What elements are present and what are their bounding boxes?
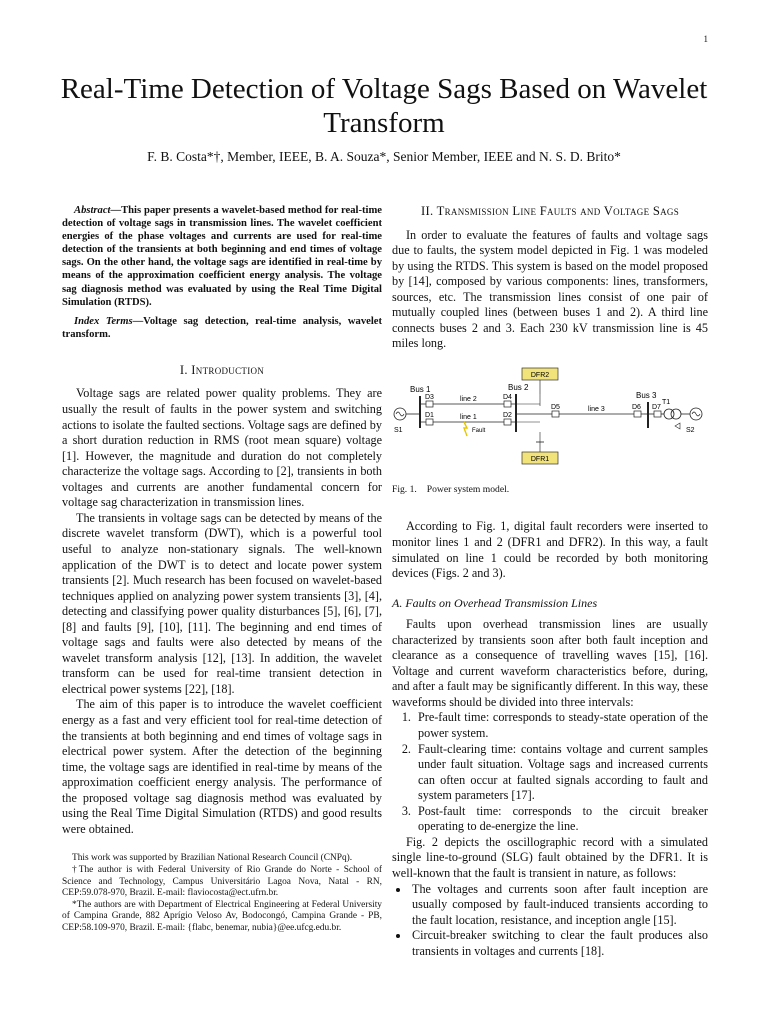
fault-label: Fault xyxy=(472,427,486,434)
list-item: 3. Post-fault time: corresponds to the circuit breaker operating to de-energize the line. xyxy=(414,804,708,835)
intro-paragraph: The aim of this paper is to introduce the wavelet coefficient energy as a fast and very efficient tool for real-time detection of the transients at both beginning and end times of voltage sags in electrical power system. After the detection of the beginning time, the voltage sags are identified in real-time by means of the approximation coefficient energy analysis. The performance of the proposed voltage sag diagnosis method was evaluated by using the Real Time Digital Simulation (RTDS) and good results were obtained. xyxy=(62,697,382,836)
index-terms-label: Index Terms xyxy=(74,315,133,327)
index-terms xyxy=(62,315,382,341)
intro-paragraph: Voltage sags are related power quality problems. They are usually the result of faults in the power system and switching actions to isolate the faulted sections. Voltage sags are defined by a short duration reduction in RMS (root mean square) voltage [1]. However, the magnitude and duration do not completely characterize the voltage sags. According to [2], transients in both voltages and currents are another fundamental concern for voltage sag characterization in transmission lines. xyxy=(62,386,382,510)
breaker-d7 xyxy=(654,411,661,417)
subsection-paragraph: Fig. 2 depicts the oscillographic record with a simulated single line-to-ground (SLG) fault obtained by the DFR1. It is well-known that the fault is transient in nature, as follows: xyxy=(392,834,708,880)
d3-label: D3 xyxy=(425,393,434,401)
section2-paragraph: In order to evaluate the features of faults and voltage sags due to faults, the system model depicted in Fig. 1 was modeled by using the RTDS. This system is based on the model proposed by [14], composed by various components: lines, transformers, sources, etc. The transmission lines consist of one pair of mutually coupled lines (between buses 1 and 2). A third line connects buses 2 and 3. Each 230 kV transmission line is 45 miles long. xyxy=(392,227,708,351)
paper-title: Real-Time Detection of Voltage Sags Based on Wavelet Transform xyxy=(60,73,708,139)
dfr2-label: DFR2 xyxy=(530,371,550,379)
sine-glyph xyxy=(396,412,404,416)
page-number: 1 xyxy=(703,34,708,44)
list-item: • Circuit-breaker switching to clear the fault produces also transients in voltages and currents [18]. xyxy=(410,928,708,959)
line1-label: line 1 xyxy=(460,413,477,421)
left-column xyxy=(62,204,382,935)
author-line: F. B. Costa*†, Member, IEEE, B. A. Souza*, Senior Member, IEEE and N. S. D. Brito* xyxy=(147,149,621,164)
breaker-d2 xyxy=(504,419,511,425)
d7-label: D7 xyxy=(652,403,661,411)
d6-label: D6 xyxy=(632,403,641,411)
transient-bullet-list xyxy=(392,882,708,960)
abstract-label: Abstract xyxy=(74,205,111,216)
list-item: 1. Pre-fault time: corresponds to steady-state operation of the power system. xyxy=(414,710,708,741)
footnote: This work was supported by Brazilian National Research Council (CNPq). xyxy=(72,853,353,864)
d5-label: D5 xyxy=(551,403,560,411)
breaker-d1 xyxy=(426,419,433,425)
power-system-diagram xyxy=(392,366,708,478)
subsection-heading: A. Faults on Overhead Transmission Lines xyxy=(392,595,598,610)
subsection-paragraph: Faults upon overhead transmission lines are usually characterized by transients soon after both fault inception and clearance as a consequence of travelling waves [15], [16]. Voltage and current waveform characteristics before, during, and after a fault may be significantly different. In this way, these waveforms should be divided into three intervals: xyxy=(392,617,708,709)
s2-label: S2 xyxy=(686,426,695,434)
index-terms-text: —Voltage sag detection, real-time analysis, wavelet transform. xyxy=(62,315,382,340)
interval-list xyxy=(392,710,708,834)
line2-label: line 2 xyxy=(460,395,477,403)
t1-label: T1 xyxy=(662,398,671,406)
abstract-text: —This paper presents a wavelet-based method for real-time detection of voltage sags in transmission lines. The wavelet coefficient energies of the phase voltages and currents are used for real-time detection of the transients at both beginning and end times of voltage sags. On the other hand, the voltage sags are identified in real-time by means of the approximation coefficient energy analysis. The voltage sag diagnosis method was evaluated by using the Real Time Digital Simulation (RTDS). xyxy=(62,205,382,308)
caption-label: Fig. 1. xyxy=(392,483,417,495)
bus3-label: Bus 3 xyxy=(636,390,657,400)
transformer-coil xyxy=(671,409,681,419)
list-item: 2. Fault-clearing time: contains voltage and current samples under fault situation. Voltage sags and increased currents can often occur at faulted signals according to fault and system parameters [17]. xyxy=(414,742,708,804)
footnote: †The author is with Federal University of Rio Grande do Norte - School of Science and Technology, Campus Universitário Lagoa Nova, Natal - RN, CEP:59.078-970, Brazil. E-mail: flaviocosta@ect.ufrn.br. xyxy=(62,864,382,899)
breaker-d4 xyxy=(504,401,511,407)
footnotes xyxy=(62,853,382,934)
dfr1-label: DFR1 xyxy=(530,455,550,463)
d1-label: D1 xyxy=(425,411,434,419)
ground-triangle-icon xyxy=(675,423,680,429)
bus2-label: Bus 2 xyxy=(508,382,529,392)
section-heading-introduction: I. Introduction xyxy=(179,362,265,377)
abstract xyxy=(62,204,382,309)
caption-text: Power system model. xyxy=(426,483,510,495)
list-item: • The voltages and currents soon after fault inception are usually composed by fault-induced transients according to the fault location, resistance, and inception angle [15]. xyxy=(410,882,708,929)
bus1-label: Bus 1 xyxy=(410,384,431,394)
figure-caption xyxy=(392,482,708,498)
fault-icon xyxy=(464,422,467,436)
breaker-d3 xyxy=(426,401,433,407)
d2-label: D2 xyxy=(503,411,512,419)
right-column xyxy=(392,204,708,959)
breaker-d6 xyxy=(634,411,641,417)
section2-paragraph: According to Fig. 1, digital fault recorders were inserted to monitor lines 1 and 2 (DFR1 and DFR2). In this way, a fault simulated on line 1 could be recorded by both monitoring devices (Figs. 2 and 3). xyxy=(392,519,708,581)
footnote: *The authors are with Department of Electrical Engineering at Federal University of Campina Grande, 882 Aprígio Veloso Av, Bodocongó, Campina Grande - PB, CEP:58.109-970, Brazil. E-mail: {flabc, benemar, nubia}@ee.ufcg.edu.br. xyxy=(62,899,382,933)
figure-power-system-model xyxy=(392,366,708,478)
section-heading-faults: II. Transmission Line Faults and Voltage Sags xyxy=(420,204,680,218)
breaker-d5 xyxy=(552,411,559,417)
intro-paragraph: The transients in voltage sags can be detected by means of the discrete wavelet transform (DWT), which is a powerful tool useful to analyze non-stationary signals. The well-known application of the DWT is to detect and locate power system transients [2]. Much research has been focused on wavelet-based techniques applied on analyzing power system transients [3], [4], detecting and classifying power quality disturbances [5], [6], [7], [8] and faults [9], [10], [11]. The beginning and end times of voltage sags and faults were also detected by means of the wavelet transform analysis [12], [13]. In addition, the wavelet transform can be used for real-time transient detection in electrical power systems [22], [18]. xyxy=(62,510,382,696)
s1-label: S1 xyxy=(394,426,403,434)
sine-glyph xyxy=(692,412,700,416)
d4-label: D4 xyxy=(503,393,512,401)
line3-label: line 3 xyxy=(588,405,605,413)
